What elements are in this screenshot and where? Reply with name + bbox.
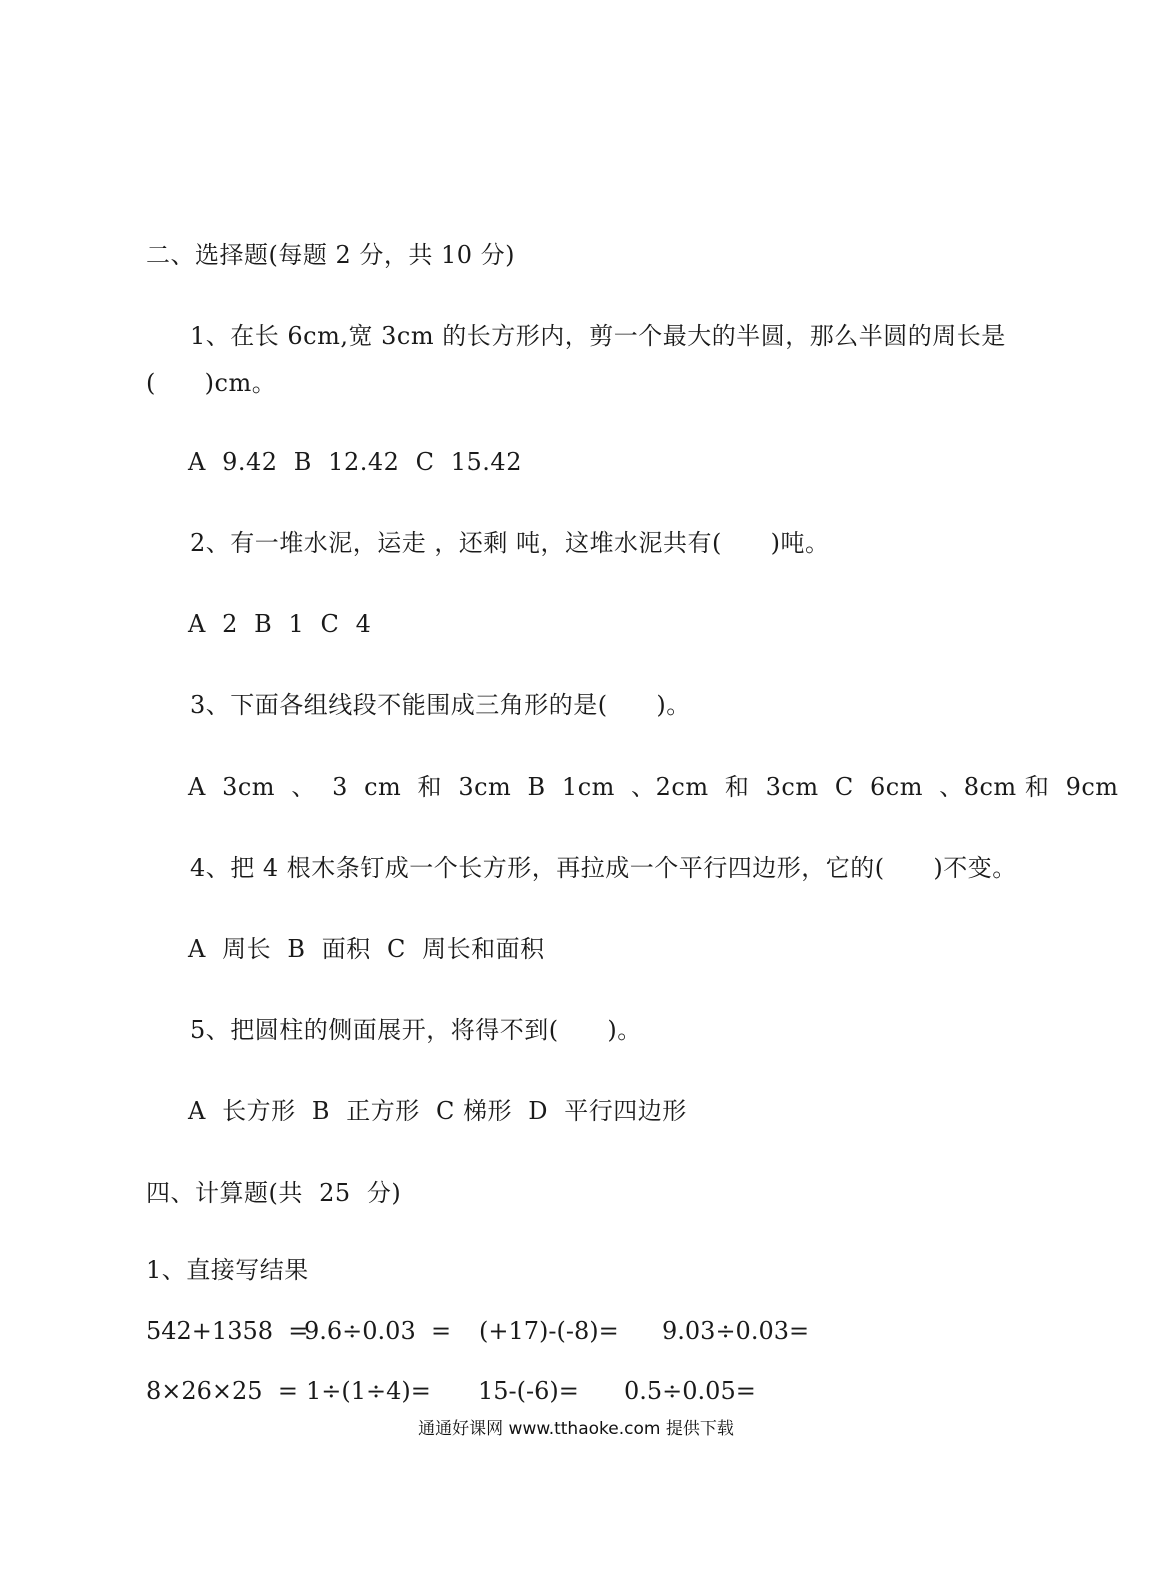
question-5-options: A 长方形 B 正方形 C 梯形 D 平行四边形 bbox=[188, 1097, 687, 1125]
calc-item: 9.03÷0.03= bbox=[662, 1317, 810, 1345]
question-5-text: 5、把圆柱的侧面展开，将得不到( )。 bbox=[190, 1016, 642, 1044]
question-1-line-1: 1、在长 6cm,宽 3cm 的长方形内，剪一个最大的半圆，那么半圆的周长是 bbox=[190, 322, 1006, 350]
question-2-options: A 2 B 1 C 4 bbox=[188, 610, 372, 638]
question-3-text: 3、下面各组线段不能围成三角形的是( )。 bbox=[190, 691, 691, 719]
question-1-options: A 9.42 B 12.42 C 15.42 bbox=[188, 448, 522, 476]
footer-credit: 通通好课网 www.tthaoke.com 提供下载 bbox=[418, 1419, 734, 1439]
section-2-title: 二、选择题(每题 2 分，共 10 分) bbox=[146, 241, 516, 269]
question-3-options: A 3cm 、 3 cm 和 3cm B 1cm 、2cm 和 3cm C 6cm 、8cm 和 9cm bbox=[188, 773, 1119, 801]
calc-item: 1÷(1÷4)= bbox=[306, 1377, 431, 1405]
calc-item: 8×26×25 = bbox=[146, 1377, 298, 1405]
calc-item: 542+1358 = bbox=[146, 1317, 309, 1345]
question-2-text: 2、有一堆水泥，运走 ，还剩 吨，这堆水泥共有( )吨。 bbox=[190, 529, 830, 557]
section-4-title: 四、计算题(共 25 分) bbox=[146, 1179, 402, 1207]
calc-item: 15-(-6)= bbox=[478, 1377, 579, 1405]
calc-item: 9.6÷0.03 = bbox=[304, 1317, 452, 1345]
question-1-line-2: ( )cm。 bbox=[146, 369, 277, 397]
question-4-text: 4、把 4 根木条钉成一个长方形，再拉成一个平行四边形，它的( )不变。 bbox=[190, 854, 1017, 882]
calc-item: (+17)-(-8)= bbox=[479, 1317, 619, 1345]
calc-item: 0.5÷0.05= bbox=[624, 1377, 756, 1405]
section-4-subtitle: 1、直接写结果 bbox=[146, 1256, 309, 1284]
question-4-options: A 周长 B 面积 C 周长和面积 bbox=[188, 935, 545, 963]
